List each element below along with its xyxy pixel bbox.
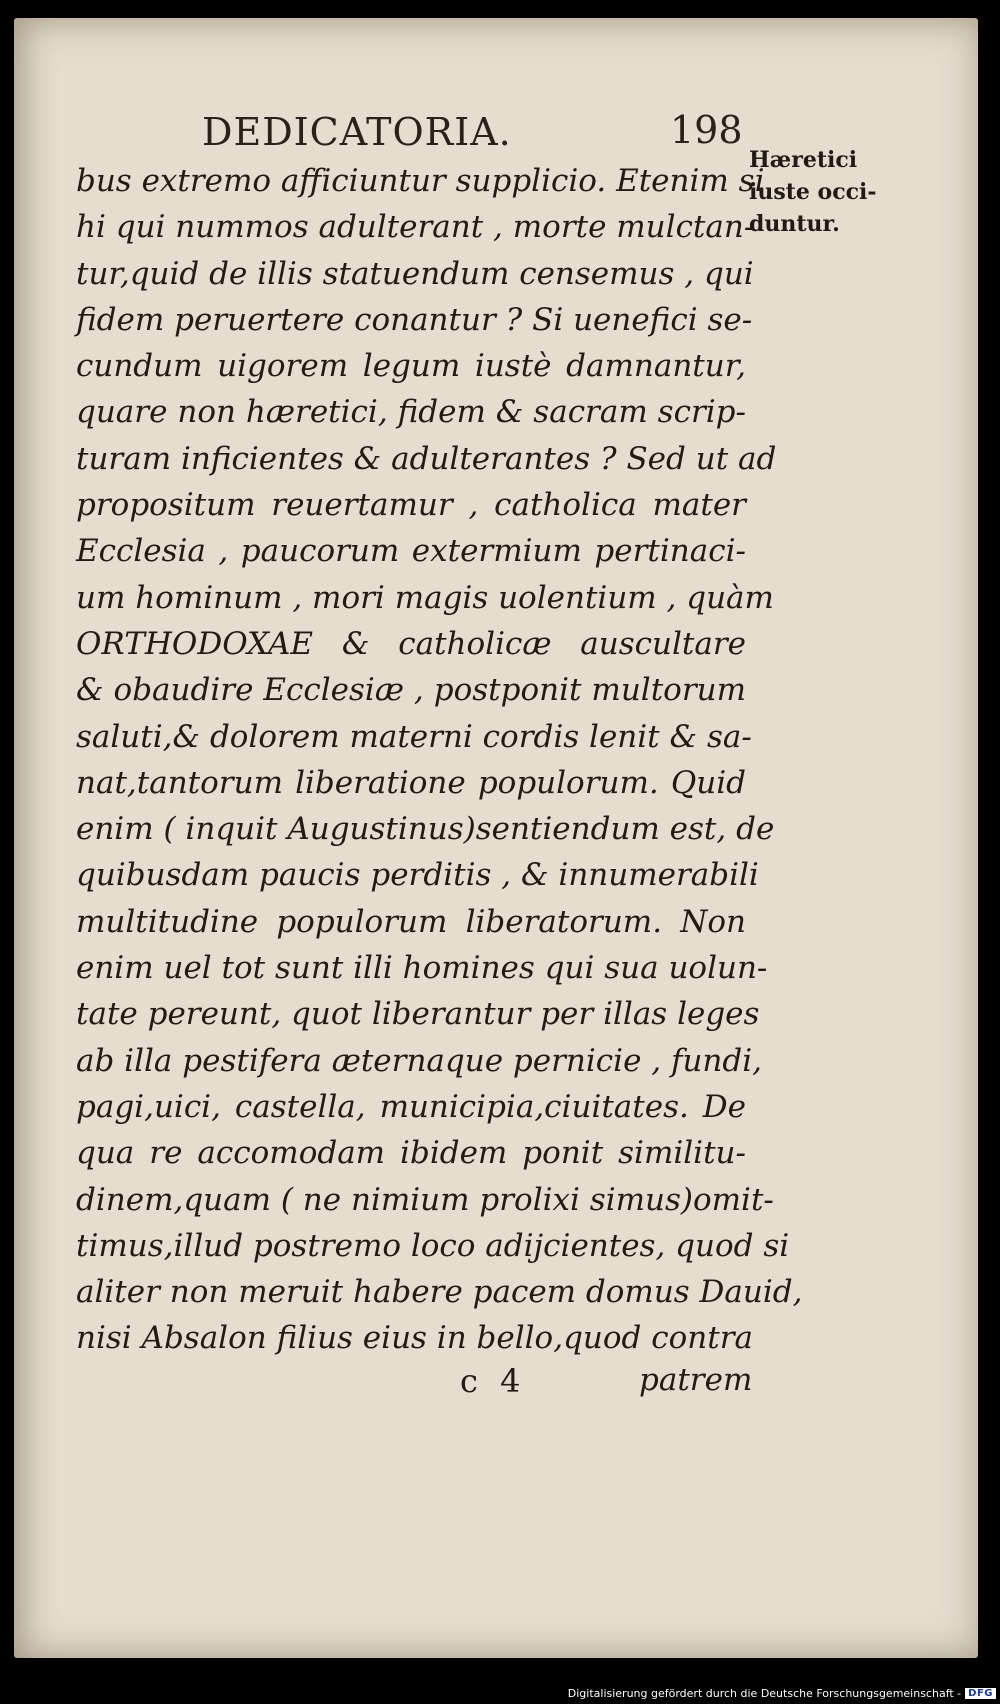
footer-credit: [568, 1687, 996, 1700]
text-line: ORTHODOXAE & catholicæ auscultare: [76, 625, 746, 662]
text-line: Ecclesia , paucorum extermium pertinaci-: [76, 533, 746, 570]
text-line: aliter non meruit habere pacem domus Dauid,: [76, 1274, 803, 1311]
text-line: quibusdam paucis perditis , & innumerabili: [76, 857, 759, 894]
text-line: enim uel tot sunt illi homines qui sua uolun-: [76, 950, 768, 987]
book-page: [14, 18, 978, 1658]
text-line: fidem peruertere conantur ? Si uenefici se-: [76, 301, 753, 338]
text-line: nisi Absalon filius eius in bello,quod contra: [76, 1320, 753, 1357]
text-line: multitudine populorum liberatorum. Non: [76, 903, 746, 940]
text-line: turam inficientes & adulterantes ? Sed ut ad: [76, 440, 777, 477]
dfg-logo-icon: DFG: [965, 1688, 996, 1699]
text-line: cundum uigorem legum iustè damnantur,: [76, 348, 746, 385]
text-line: hi qui nummos adulterant , morte mulctan-: [76, 209, 755, 246]
text-line: enim ( inquit Augustinus)sentiendum est, de: [76, 811, 775, 848]
text-line: ab illa pestifera æternaque pernicie , fundi,: [76, 1042, 763, 1079]
marginal-note: [749, 144, 889, 240]
footer-credit-text: Digitalisierung gefördert durch die Deutsche Forschungsgemeinschaft -: [567, 1687, 962, 1700]
text-line: quare non hæretici, fidem & sacram scrip-: [76, 394, 746, 431]
text-line: saluti,& dolorem materni cordis lenit & sa-: [76, 718, 752, 755]
text-line: pagi,uici, castella, municipia,ciuitates. De: [76, 1088, 746, 1125]
running-title: DEDICATORIA.: [202, 110, 512, 154]
text-line: dinem,quam ( ne nimium prolixi simus)omit-: [76, 1181, 774, 1218]
text-line: propositum reuertamur , catholica mater: [76, 487, 746, 524]
text-line: timus,illud postremo loco adijcientes, quod si: [76, 1227, 790, 1264]
catchword: patrem: [639, 1362, 753, 1398]
signature-mark: c 4: [460, 1362, 521, 1400]
page-number: 198: [670, 108, 743, 152]
text-line: bus extremo afficiuntur supplicio. Etenim si: [76, 163, 765, 199]
text-line: tate pereunt, quot liberantur per illas leges: [76, 996, 760, 1033]
text-line: tur,quid de illis statuendum censemus , qui: [76, 255, 754, 292]
text-line: um hominum , mori magis uolentium , quàm: [76, 579, 774, 616]
text-line: nat,tantorum liberatione populorum. Quid: [76, 764, 746, 801]
text-line: qua re accomodam ibidem ponit similitu-: [76, 1135, 746, 1172]
marginal-note-line: duntur.: [749, 211, 840, 237]
marginal-note-line: iuste occi-: [749, 179, 877, 205]
marginal-note-line: Hæretici: [749, 147, 858, 173]
text-line: & obaudire Ecclesiæ , postponit multorum: [76, 672, 746, 709]
